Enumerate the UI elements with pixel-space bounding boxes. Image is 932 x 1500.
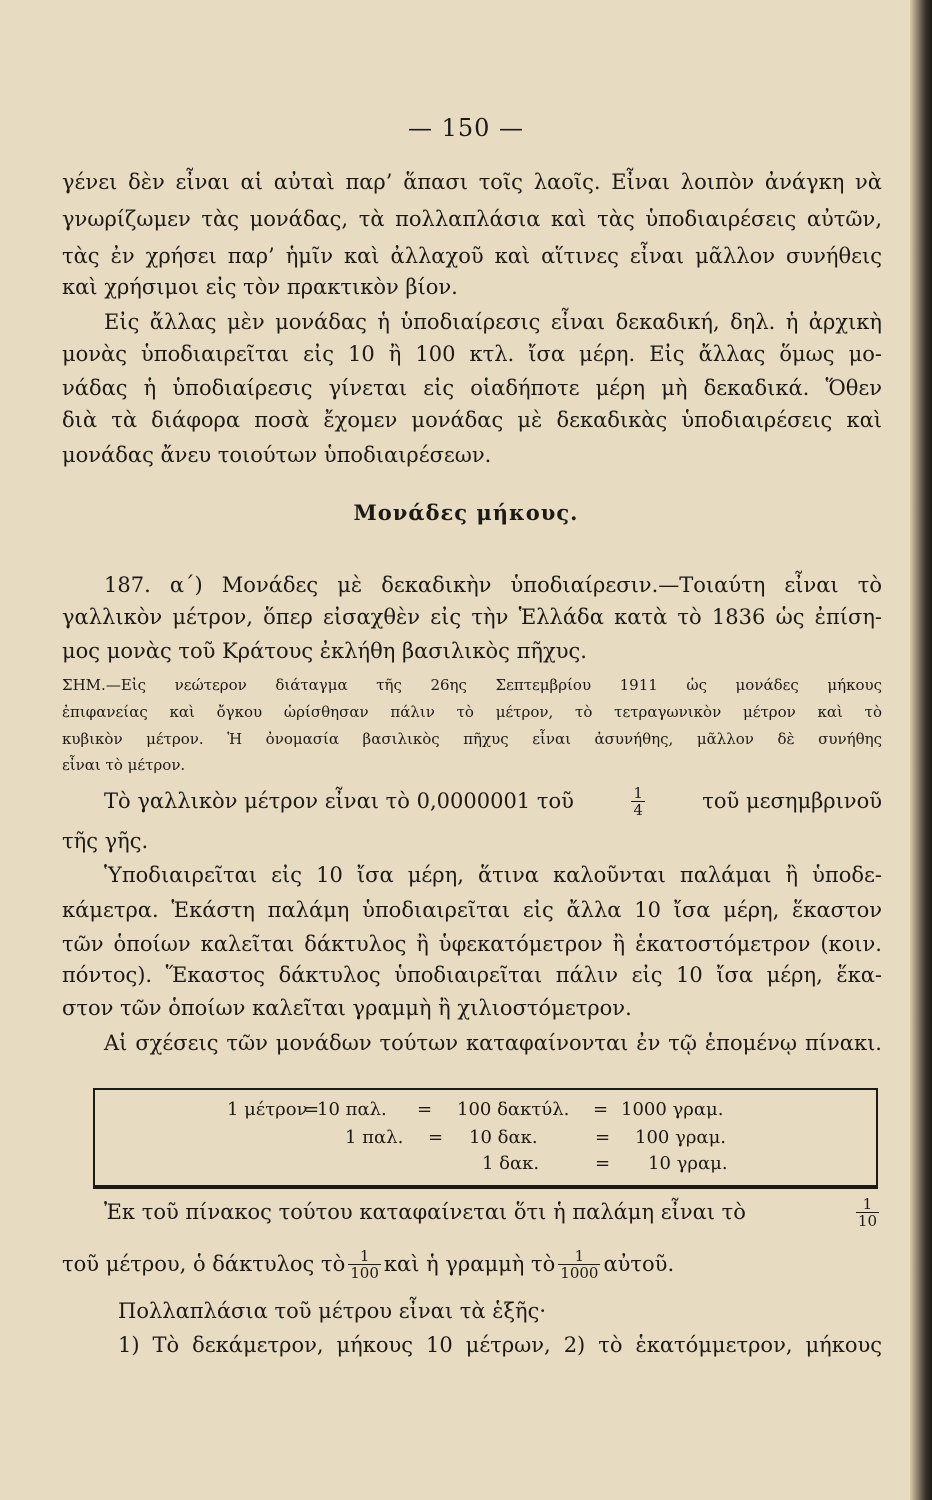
text-line: στον τῶν ὁποίων καλεῖται γραμμὴ ἢ χιλιοστόμετρον. (62, 996, 632, 1020)
text-line: Πολλαπλάσια τοῦ μέτρου εἶναι τὰ ἑξῆς· (118, 1299, 547, 1323)
text-run: Τὸ γαλλικὸν μέτρον εἶναι τὸ 0,0000001 τοῦ (104, 788, 574, 813)
fraction-numerator: 1 (856, 1196, 879, 1213)
table-cell: = (428, 1127, 444, 1148)
fraction (631, 785, 645, 818)
table-cell: 1 μέτρον (227, 1099, 308, 1120)
fraction-denominator: 4 (633, 801, 643, 819)
text-line: τῶν ὁποίων καλεῖται δάκτυλος ἢ ὑφεκατόμετρον ἢ ἑκατοστόμετρον (κοιν. (62, 932, 882, 956)
text-line: Ὑποδιαιρεῖται εἰς 10 ἴσα μέρη, ἅτινα καλοῦνται παλάμαι ἢ ὑποδε- (104, 863, 882, 887)
text-line: γνωρίζωμεν τὰς μονάδας, τὰ πολλαπλάσια καὶ τὰς ὑποδιαιρέσεις αὐτῶν, (62, 207, 882, 231)
note-line: εἶναι τὸ μέτρον. (62, 756, 186, 774)
table-cell: = (417, 1099, 433, 1120)
text-line: κάμετρα. Ἑκάστη παλάμη ὑποδιαιρεῖται εἰς ἄλλα 10 ἴσα μέρη, ἕκαστον (62, 898, 882, 922)
units-table (93, 1088, 878, 1189)
text-run: αὐτοῦ. (603, 1251, 675, 1276)
text-line: τῆς γῆς. (62, 829, 149, 853)
text-line: 187. α΄) Μονάδες μὲ δεκαδικὴν ὑποδιαίρεσιν.—Τοιαύτη εἶναι τὸ (104, 573, 882, 597)
text-run: Ἐκ τοῦ πίνακος τούτου καταφαίνεται ὅτι ἡ παλάμη εἶναι τὸ (104, 1199, 746, 1224)
table-cell: = (593, 1099, 609, 1120)
text-line: πόντος). Ἕκαστος δάκτυλος ὑποδιαιρεῖται πάλιν εἰς 10 ἴσα μέρη, ἕκα- (62, 963, 882, 987)
table-cell: 10 δακ. (469, 1127, 538, 1148)
note-line: ΣΗΜ.—Εἰς νεώτερον διάταγμα τῆς 26ης Σεπτεμβρίου 1911 ὡς μονάδες μήκους (62, 676, 882, 694)
fraction-numerator: 1 (348, 1248, 381, 1265)
text-line (62, 1248, 882, 1281)
text-line: γένει δὲν εἶναι αἱ αὐταὶ παρ’ ἅπασι τοῖς λαοῖς. Εἶναι λοιπὸν ἀνάγκη νὰ (62, 170, 882, 194)
table-cell: = (595, 1127, 611, 1148)
table-cell: 1000 γραμ. (621, 1099, 724, 1120)
text-run: καὶ ἡ γραμμὴ τὸ (383, 1251, 556, 1276)
text-line: μος μονὰς τοῦ Κράτους ἐκλήθη βασιλικὸς πῆχυς. (62, 639, 587, 663)
text-line: μονάδας ἄνευ τοιούτων ὑποδιαιρέσεων. (62, 443, 492, 467)
table-row (95, 1098, 876, 1122)
text-line: Εἰς ἄλλας μὲν μονάδας ἡ ὑποδιαίρεσις εἶναι δεκαδική, δηλ. ἡ ἀρχικὴ (104, 310, 882, 334)
text-line (104, 1196, 882, 1229)
table-cell: 100 δακτύλ. (457, 1099, 570, 1120)
text-line: διὰ τὰ διάφορα ποσὰ ἔχομεν μονάδας μὲ δεκαδικὰς ὑποδιαιρέσεις καὶ (62, 408, 882, 432)
page-number: — 150 — (407, 114, 525, 142)
table-cell: 10 παλ. (317, 1099, 387, 1120)
fraction-denominator: 100 (350, 1264, 379, 1282)
text-run: τοῦ μέτρου, ὁ δάκτυλος τὸ (62, 1251, 346, 1276)
fraction (856, 1196, 879, 1229)
table-row (95, 1126, 876, 1150)
text-line (104, 785, 882, 818)
text-line: καὶ χρήσιμοι εἰς τὸν πρακτικὸν βίον. (62, 275, 458, 299)
table-cell: 1 δακ. (482, 1153, 540, 1174)
text-line: 1) Τὸ δεκάμετρον, μήκους 10 μέτρων, 2) τὸ ἑκατόμμετρον, μήκους (118, 1333, 882, 1357)
paragraph-6: Αἱ σχέσεις τῶν μονάδων τούτων καταφαίνονται ἐν τῷ ἑπομένῳ πίνακι. (104, 1031, 882, 1055)
table-cell: = (595, 1153, 611, 1174)
fraction-denominator: 10 (857, 1212, 877, 1230)
fraction-numerator: 1 (558, 1248, 600, 1265)
note-line: ἐπιφανείας καὶ ὄγκου ὡρίσθησαν πάλιν τὸ μέτρον, τὸ τετραγωνικὸν μέτρον καὶ τὸ (62, 703, 882, 721)
table-cell: = (304, 1099, 320, 1120)
text-line: γαλλικὸν μέτρον, ὅπερ εἰσαχθὲν εἰς τὴν Ἑλλάδα κατὰ τὸ 1836 ὡς ἐπίση- (62, 605, 882, 629)
text-line: τὰς ἐν χρήσει παρ’ ἡμῖν καὶ ἀλλαχοῦ καὶ αἵτινες εἶναι μᾶλλον συνήθεις (62, 244, 882, 268)
fraction (348, 1248, 381, 1281)
fraction (558, 1248, 600, 1281)
fraction-numerator: 1 (633, 784, 643, 802)
text-line: μονὰς ὑποδιαιρεῖται εἰς 10 ἢ 100 κτλ. ἴσα μέρη. Εἰς ἄλλας ὅμως μο- (62, 342, 882, 366)
page-edge (910, 0, 932, 1500)
table-cell: 1 παλ. (345, 1127, 404, 1148)
table-cell: 10 γραμ. (648, 1153, 728, 1174)
table-cell: 100 γραμ. (635, 1127, 726, 1148)
text-run: τοῦ μεσημβρινοῦ (702, 788, 882, 813)
note-line: κυβικὸν μέτρον. Ἡ ὀνομασία βασιλικὸς πῆχυς εἶναι ἀσυνήθης, μᾶλλον δὲ συνήθης (62, 730, 882, 748)
section-heading: Μονάδες μήκους. (353, 500, 579, 525)
table-row (95, 1152, 876, 1176)
text-line: νάδας ἡ ὑποδιαίρεσις γίνεται εἰς οἱαδήποτε μέρη μὴ δεκαδικά. Ὅθεν (62, 376, 882, 400)
fraction-denominator: 1000 (560, 1264, 599, 1282)
